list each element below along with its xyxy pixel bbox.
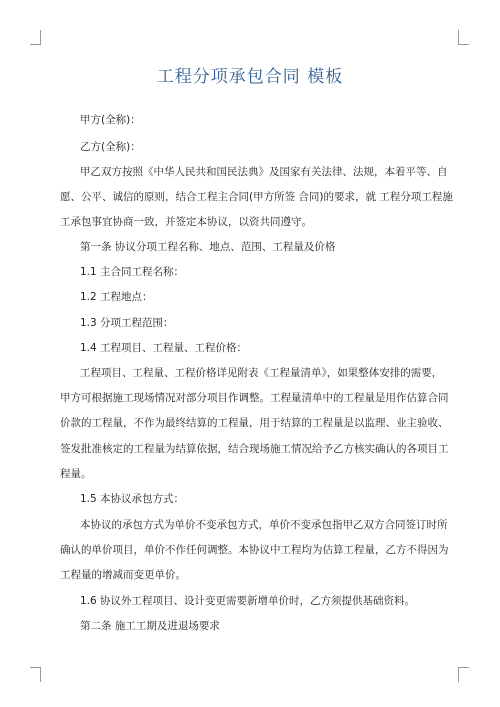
- paragraph-line: 甲方可根据施工现场情况对部分项目作调整。工程量清单中的工程量是用作估算合同: [60, 392, 449, 404]
- preamble-line: 愿、公平、诚信的原则，结合工程主合同(甲方所签 合同)的要求，就 工程分项工程施: [60, 191, 453, 203]
- paragraph-line: 本协议的承包方式为单价不变承包方式，单价不变承包指甲乙双方合同签订时所: [80, 519, 448, 531]
- preamble-line: 甲乙双方按照《中华人民共和国民法典》及国家有关法律、法规，本着平等、自: [80, 166, 448, 178]
- clause-line: 1.1 主合同工程名称：: [80, 266, 185, 278]
- page-corner-mark-top-right: [458, 30, 469, 45]
- paragraph-line: 工程量的增减而变更单价。: [60, 569, 186, 581]
- preamble-line: 工承包事宜协商一致，并签定本协议，以资共同遵守。: [60, 216, 312, 228]
- clause-line: 1.6 协议外工程项目、设计变更需要新增单价时，乙方须提供基础资料。: [80, 595, 416, 607]
- page-corner-mark-bottom-left: [30, 667, 41, 682]
- party-b-line: 乙方(全称)：: [80, 141, 141, 153]
- article-heading: 第一条 协议分项工程名称、地点、范围、工程量及价格: [80, 241, 336, 253]
- clause-line: 1.3 分项工程范围：: [80, 317, 174, 329]
- page-corner-mark-top-left: [30, 30, 41, 45]
- paragraph-line: 程量。: [60, 468, 92, 480]
- clause-line: 1.2 工程地点：: [80, 291, 153, 303]
- paragraph-line: 确认的单价项目，单价不作任何调整。本协议中工程均为估算工程量，乙方不得因为: [60, 544, 449, 556]
- paragraph-line: 价款的工程量，不作为最终结算的工程量，用于结算的工程量是以监理、业主验收、: [60, 417, 449, 429]
- paragraph-line: 签发批准核定的工程量为结算依据，结合现场施工情况给予乙方核实确认的各项目工: [60, 443, 449, 455]
- article-heading: 第二条 施工工期及进退场要求: [80, 620, 220, 632]
- document-title: 工程分项承包合同 模板: [156, 67, 344, 87]
- paragraph-line: 工程项目、工程量、工程价格详见附表《工程量清单》，如果整体安排的需要，: [80, 367, 443, 379]
- clause-line: 1.4 工程项目、工程量、工程价格：: [80, 342, 248, 354]
- page-corner-mark-bottom-right: [458, 667, 469, 682]
- party-a-line: 甲方(全称)：: [80, 114, 141, 126]
- clause-line: 1.5 本协议承包方式：: [80, 493, 185, 505]
